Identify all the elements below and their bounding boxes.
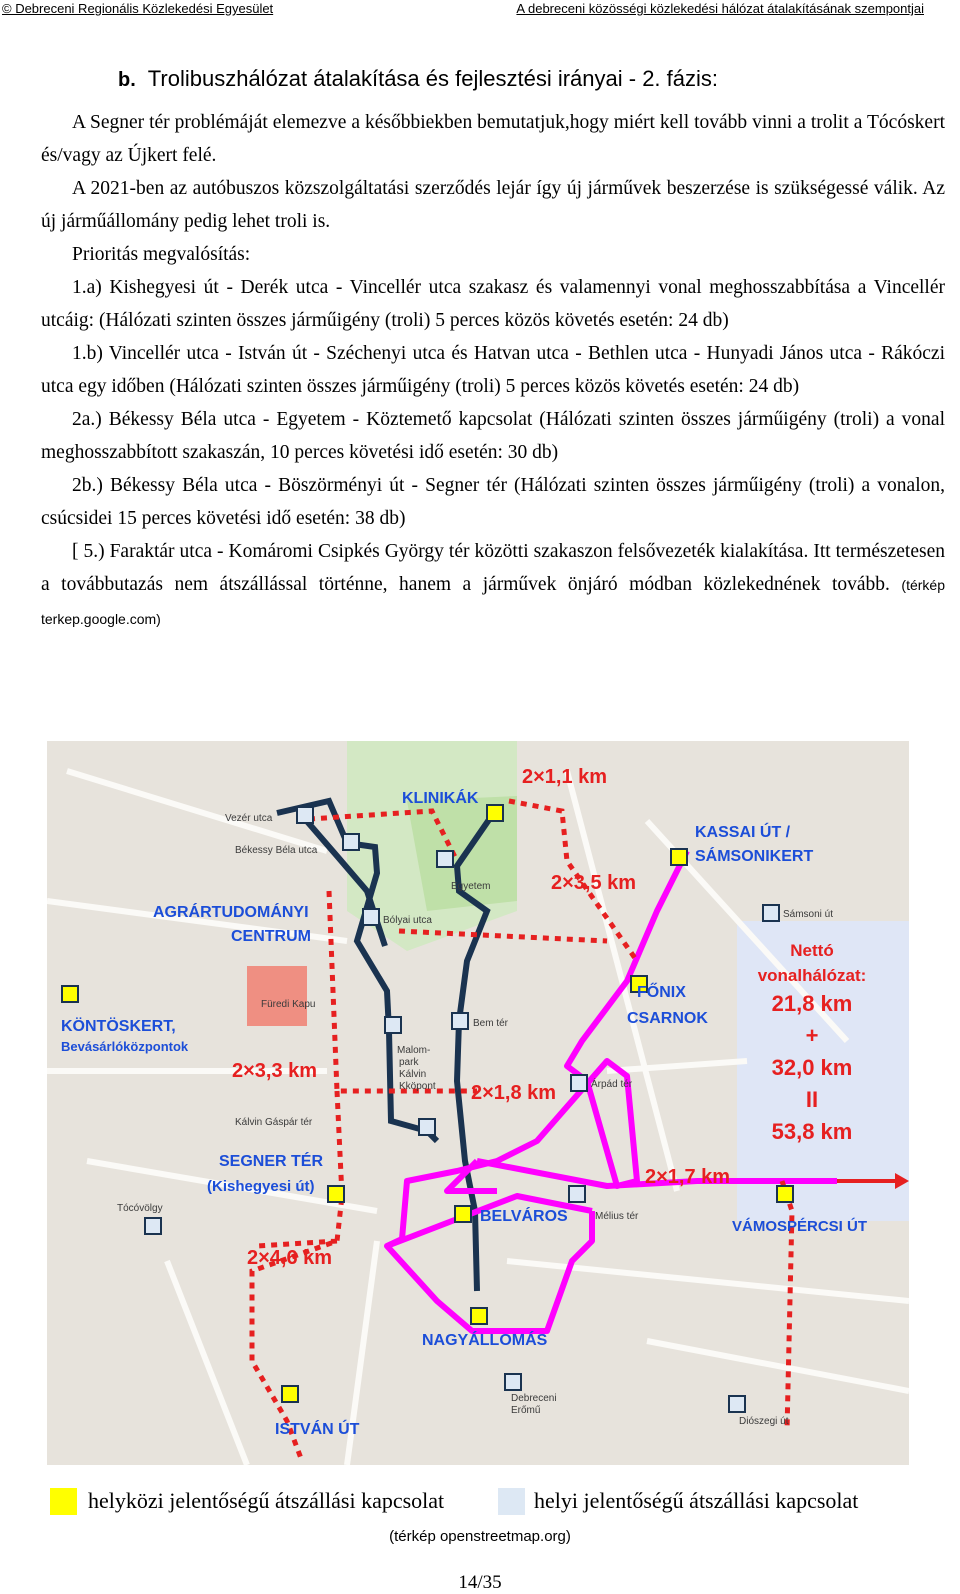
hub-label: KASSAI ÚT / [695,824,791,841]
stop-label: Vezér utca [225,813,273,824]
stop-label: Füredi Kapu [261,999,316,1010]
paragraph: Prioritás megvalósítás: [72,244,251,265]
hub-label: CENTRUM [231,928,311,945]
map-legend [50,1488,950,1518]
hub-label: BELVÁROS [480,1208,568,1225]
hub-label: KÖNTÖSKERT, [61,1018,176,1035]
legend-swatch-intercity [50,1488,77,1515]
summary-line: + [805,1023,819,1048]
hub-marker [487,805,503,821]
stop-marker [145,1218,161,1234]
legend-swatch-local [498,1488,525,1515]
stop-label: Kálvin Gáspár tér [235,1117,313,1128]
legend-label-intercity: helyközi jelentőségű átszállási kapcsolat [88,1488,445,1513]
hub-marker [62,986,78,1002]
stop-label: Kköpont [399,1081,436,1092]
paragraph: 2a.) Békessy Béla utca - Egyetem - Köztemető kapcsolat (Hálózati szinten összes járműigény (troli) a vonal meghosszabbított szakaszán, 10 perces követési idő esetén: 30 db) [41,409,945,463]
hub-label: CSARNOK [627,1010,708,1027]
summary-line: II [805,1087,819,1112]
stop-marker [505,1374,521,1390]
stop-label: park [399,1057,419,1068]
stop-marker [452,1013,468,1029]
hub-label: Bevásárlóközpontok [61,1039,189,1054]
hub-label: KLINIKÁK [402,790,479,807]
hub-marker [455,1206,471,1222]
page-header [0,0,960,18]
distance-label: 2×3,3 km [232,1060,318,1082]
hub-marker [671,849,687,865]
stop-label: Bem tér [473,1018,509,1029]
stop-label: Diószegi út [739,1416,789,1427]
stop-marker [571,1075,587,1091]
paragraph: 1.b) Vincellér utca - István út - Széchenyi utca és Hatvan utca - Bethlen utca - Hunyadi János utca - Rákóczi utca egy időben (Hálózati szinten összes járműigény (troli) 5 perces közös követés esetén: 24 db) [41,343,945,397]
paragraph: 2b.) Békessy Béla utca - Böszörményi út - Segner tér (Hálózati szinten összes járműigény (troli) a vonalon, csúcsidei 15 perces követési idő esetén: 38 db) [41,475,945,529]
stop-label: Békessy Béla utca [235,845,318,856]
stop-marker [419,1119,435,1135]
map-source-caption: (térkép openstreetmap.org) [389,1528,571,1545]
paragraph: A 2021-ben az autóbuszos közszolgáltatási szerződés lejár így új járművek beszerzése is szükségessé válik. Az új járműállomány pedig lehet troli is. [41,178,945,232]
legend-label-local: helyi jelentőségű átszállási kapcsolat [534,1488,859,1513]
section-title: Trolibuszhálózat átalakítása és fejlesztési irányai - 2. fázis: [147,66,718,91]
hub-label: SÁMSONIKERT [695,848,814,865]
summary-line: vonalhálózat: [757,966,867,985]
summary-line: 21,8 km [771,991,853,1016]
paragraph: A Segner tér problémáját elemezve a későbbiekben bemutatjuk,hogy miért kell tovább vinni a trolit a Tócóskert és/vagy az Újkert felé. [41,112,945,166]
hub-marker [777,1186,793,1202]
body-text [41,106,945,636]
trolleybus-network-map [47,741,909,1465]
hub-label: (Kishegyesi út) [207,1178,315,1195]
hub-label: NAGYÁLLOMÁS [422,1332,548,1349]
hub-label: SEGNER TÉR [219,1153,324,1170]
stop-marker [363,909,379,925]
paragraph-text: [ 5.) Faraktár utca - Komáromi Csipkés György tér közötti szakaszon felsővezeték kialakítása. Itt természetesen a továbbutazás nem átszállással történne, hanem a járművek önjáró módban közlekednének tovább. [41,541,945,595]
stop-marker [297,807,313,823]
stop-marker [385,1017,401,1033]
summary-line: 32,0 km [771,1055,853,1080]
stop-label: Erőmű [511,1405,541,1416]
distance-label: 2×3,5 km [551,872,637,894]
hub-marker [282,1386,298,1402]
paragraph [41,535,945,636]
stop-marker [729,1396,745,1412]
section-heading [118,66,718,92]
hub-label: FŐNIX [637,984,686,1001]
stop-label: Kálvin [399,1069,427,1080]
summary-line: 53,8 km [771,1119,853,1144]
distance-label: 2×1,8 km [471,1082,557,1104]
stop-label: Árpád tér [591,1079,633,1090]
furedi-kapu-area [247,966,307,1026]
stop-label: Egyetem [451,881,491,892]
stop-marker [437,851,453,867]
hub-marker [471,1308,487,1324]
hub-label: VÁMOSPÉRCSI ÚT [732,1218,868,1235]
distance-label: 2×1,7 km [645,1166,731,1188]
section-letter: b. [118,69,136,91]
page-number: 14/35 [458,1572,502,1593]
distance-label: 2×4,6 km [247,1247,333,1269]
hub-label: ISTVÁN ÚT [275,1421,360,1438]
stop-label: Bólyai utca [383,915,432,926]
stop-label: Sámsoni út [783,909,834,920]
stop-label: Debreceni [511,1393,557,1404]
hub-marker [328,1186,344,1202]
header-org-link[interactable]: © Debreceni Regionális Közlekedési Egyesület [2,1,274,16]
summary-line: Nettó [790,941,834,960]
stop-marker [763,905,779,921]
hub-label: AGRÁRTUDOMÁNYI [153,904,309,921]
paragraph: 1.a) Kishegyesi út - Derék utca - Vincellér utca szakasz és valamennyi vonal meghosszabbítása a Vincellér utcáig: (Hálózati szinten összes járműigény (troli) 5 perces közös követés esetén: 24 db) [41,277,945,331]
stop-label: Mélius tér [595,1211,639,1222]
map-source-inline: (térkép terkep.google.com) [41,577,945,627]
stop-label: Tócóvölgy [117,1203,163,1214]
stop-marker [569,1186,585,1202]
stop-marker [343,834,359,850]
stop-label: Malom- [397,1045,431,1056]
header-doc-title-link[interactable]: A debreceni közösségi közlekedési hálózat átalakításának szempontjai [516,1,924,16]
distance-label: 2×1,1 km [522,766,608,788]
